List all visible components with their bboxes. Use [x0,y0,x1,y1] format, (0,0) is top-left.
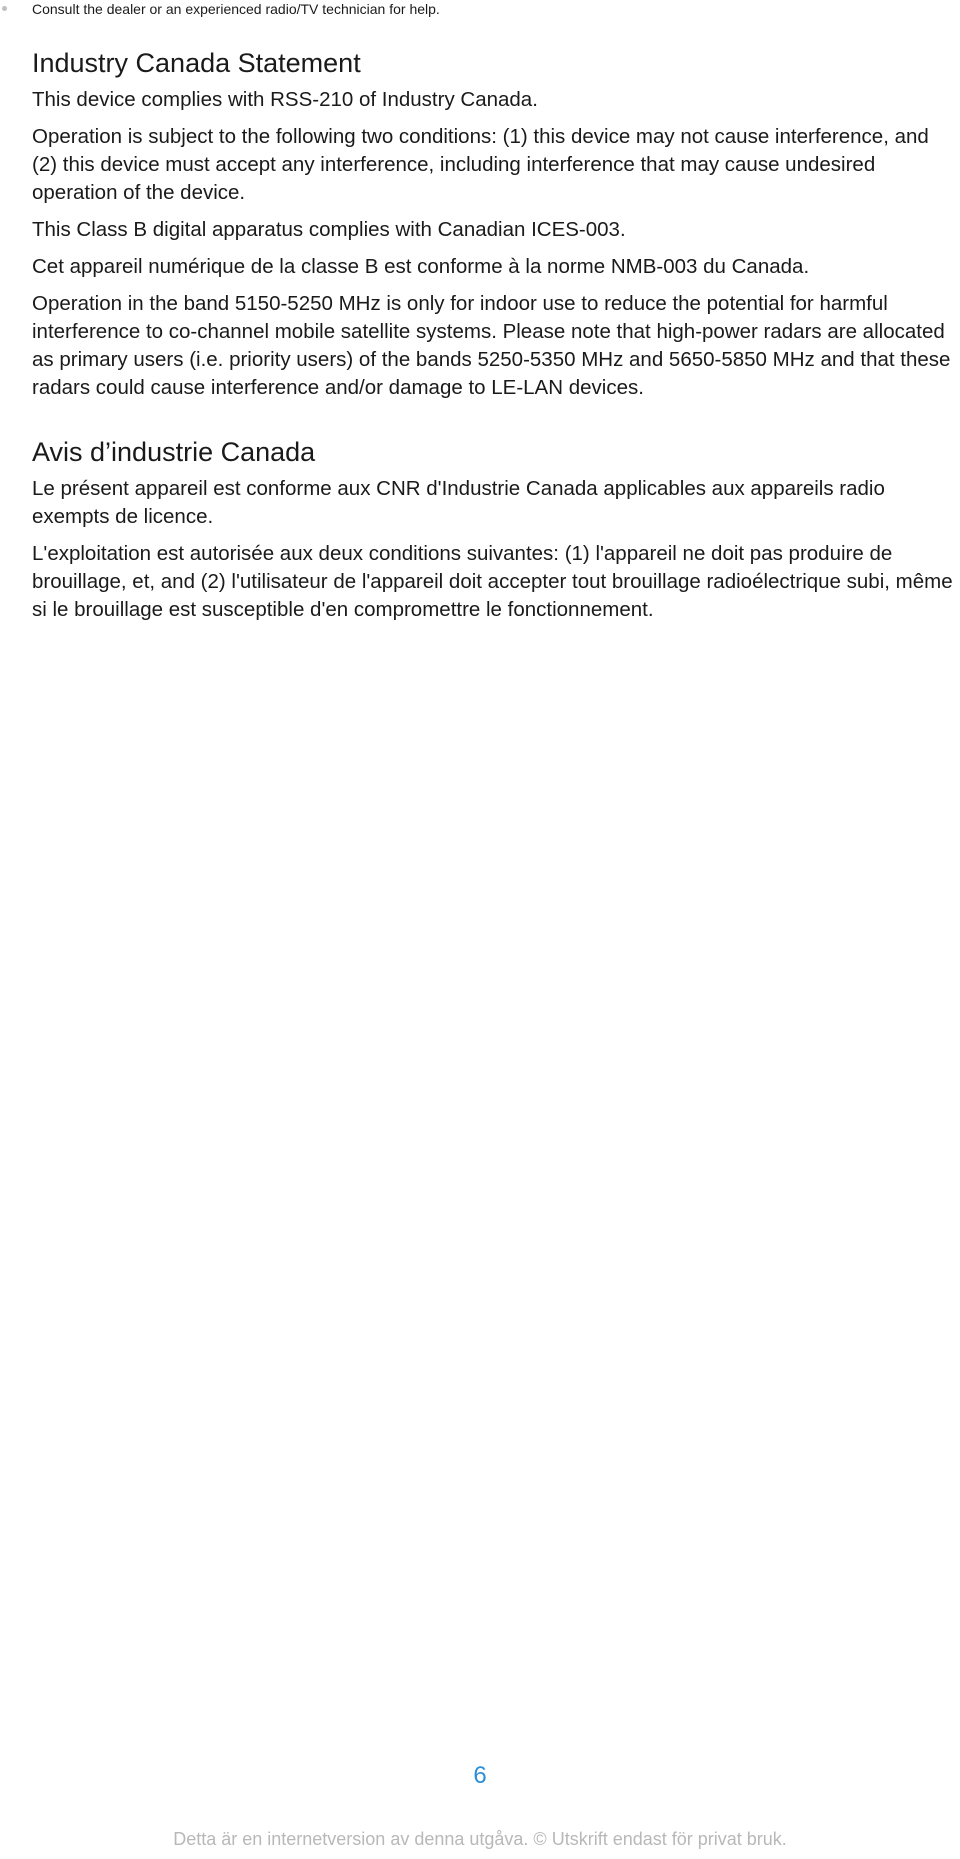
avis-paragraph: L'exploitation est autorisée aux deux conditions suivantes: (1) l'appareil ne doit pas produire de brouillage, et, and (2) l'utilisateur de l'appareil doit accepter tout brouillage radioélectrique subi, même si le brouillage est susceptible d'en compromettre le fonctionnement. [32,542,953,621]
industry-canada-paragraph: Operation is subject to the following two conditions: (1) this device may not cause interference, and (2) this device must accept any interference, including interference that may cause undesired operation of the device. [32,125,929,204]
industry-canada-paragraph: Operation in the band 5150-5250 MHz is only for indoor use to reduce the potential for harmful interference to co-channel mobile satellite systems. Please note that high-power radars are allocated as primary users (i.e. priority users) of the bands 5250-5350 MHz and 5650-5850 MHz and that these radars could cause interference and/or damage to LE-LAN devices. [32,292,951,399]
industry-canada-section [32,46,956,402]
main-content [32,46,956,633]
industry-canada-paragraph: This device complies with RSS-210 of Industry Canada. [32,88,538,111]
industry-canada-paragraph: This Class B digital apparatus complies with Canadian ICES-003. [32,218,626,241]
page-number: 6 [473,1762,487,1789]
section-divider [32,411,956,435]
bullet-dot-icon [2,6,7,11]
avis-section [32,435,956,624]
avis-heading: Avis d’industrie Canada [32,437,316,467]
bullet-item-text: Consult the dealer or an experienced radio/TV technician for help. [32,1,440,17]
avis-paragraph: Le présent appareil est conforme aux CNR d'Industrie Canada applicables aux appareils radio exempts de licence. [32,477,885,528]
industry-canada-paragraph: Cet appareil numérique de la classe B est conforme à la norme NMB-003 du Canada. [32,255,810,278]
industry-canada-heading: Industry Canada Statement [32,48,361,78]
footer-notice: Detta är en internetversion av denna utgåva. © Utskrift endast för privat bruk. [173,1829,787,1849]
